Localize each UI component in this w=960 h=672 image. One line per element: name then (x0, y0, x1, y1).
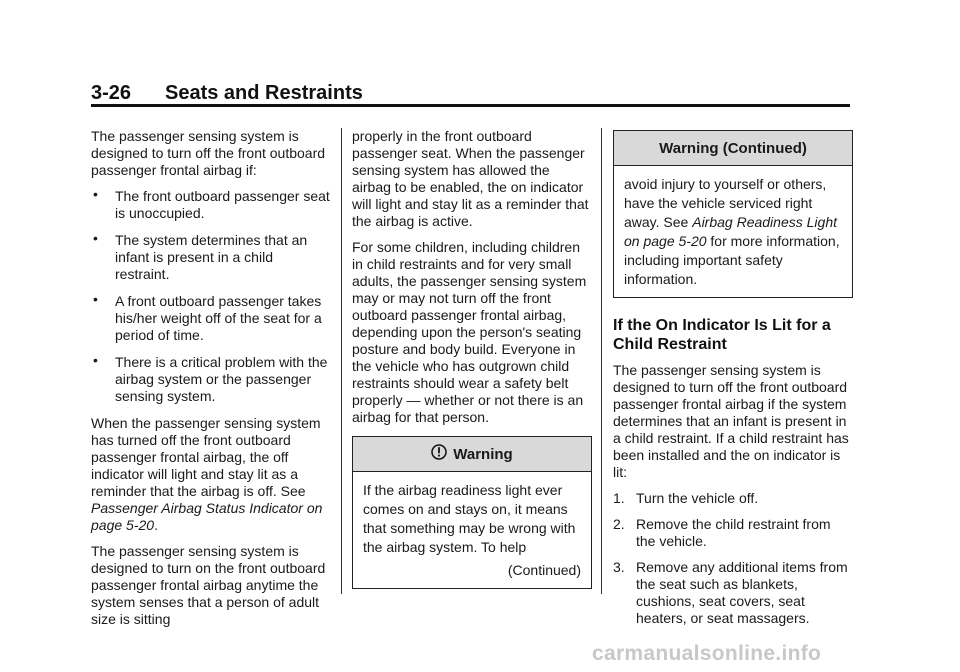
column-divider-2 (601, 128, 602, 594)
list-item: • There is a critical problem with the airbag system or the passenger sensing system. (93, 352, 328, 404)
cross-reference-link[interactable]: Passenger Airbag Status Indicator on page 5-20 (91, 500, 323, 533)
column-3 (613, 128, 853, 636)
cross-reference-link[interactable]: Airbag Readiness Light on page 5-20 (624, 214, 837, 249)
on-indicator-paragraph: properly in the front outboard passenger seat. When the passenger sensing system has allowed the airbag to be enabled, the on indicator will light and stay lit as a reminder that the airbag is active. (352, 128, 589, 229)
bullet-icon: • (93, 186, 98, 202)
warning-header: Warning (Continued) (614, 131, 852, 166)
bullet-icon: • (93, 291, 98, 307)
bullet-list (91, 188, 331, 405)
watermark: carmanualsonline.info (592, 642, 822, 665)
steps-list (613, 490, 853, 627)
warning-box-continued (613, 130, 853, 298)
warning-header (353, 437, 591, 472)
children-paragraph: For some children, including children in child restraints and for very small adults, the passenger sensing system may or may not turn off the front outboard passenger frontal airbag, depending upon the person's seating posture and body build. Everyone in the vehicle who has outgrown child restraints should wear a safety belt properly — whether or not there is an airbag for that person. (352, 239, 587, 425)
section-title: Seats and Restraints (165, 82, 363, 104)
header-rule (91, 104, 850, 107)
list-item: • A front outboard passenger takes his/her weight off of the seat for a period of time. (93, 291, 322, 343)
child-restraint-paragraph: The passenger sensing system is designed to turn off the front outboard passenger frontal airbag if the system determines that an infant is present in a child restraint. If a child restraint has been installed and the on indicator is lit: (613, 362, 849, 480)
list-item: • The front outboard passenger seat is unoccupied. (93, 186, 330, 221)
column-divider-1 (341, 128, 342, 594)
list-item: 1. Turn the vehicle off. (613, 490, 759, 506)
column-1 (91, 128, 331, 637)
section-heading: If the On Indicator Is Lit for a Child Restraint (613, 317, 831, 353)
warning-icon (431, 444, 447, 464)
warning-title: Warning (453, 445, 513, 463)
turn-on-paragraph: The passenger sensing system is designed to turn on the front outboard passenger frontal airbag anytime the system senses that a person of adult size is sitting (91, 543, 326, 627)
page-number: 3-26 (91, 82, 132, 104)
continued-label: (Continued) (507, 562, 581, 578)
bullet-icon: • (93, 352, 98, 368)
list-item: 3. Remove any additional items from the seat such as blankets, cushions, seat covers, seat heaters, or seat massagers. (613, 559, 848, 626)
intro-paragraph: The passenger sensing system is designed to turn off the front outboard passenger frontal airbag if: (91, 128, 326, 178)
column-2 (352, 128, 592, 589)
list-item: • The system determines that an infant is present in a child restraint. (93, 230, 308, 282)
warning-body: If the airbag readiness light ever comes on and stays on, it means that something may be wrong with the airbag system. To help (Continued) (363, 482, 581, 578)
off-indicator-paragraph: When the passenger sensing system has turned off the front outboard passenger frontal airbag, the off indicator will light and stay lit as a reminder that the airbag is off. See Passenger Airbag Status Indicator on page 5-20. (91, 415, 323, 533)
warning-box (352, 436, 592, 589)
bullet-icon: • (93, 230, 98, 246)
warning-body: avoid injury to yourself or others, have the vehicle serviced right away. See Airbag Readiness Light on page 5-20 for more information, including important safety information. (624, 176, 840, 287)
list-item: 2. Remove the child restraint from the vehicle. (613, 516, 831, 549)
